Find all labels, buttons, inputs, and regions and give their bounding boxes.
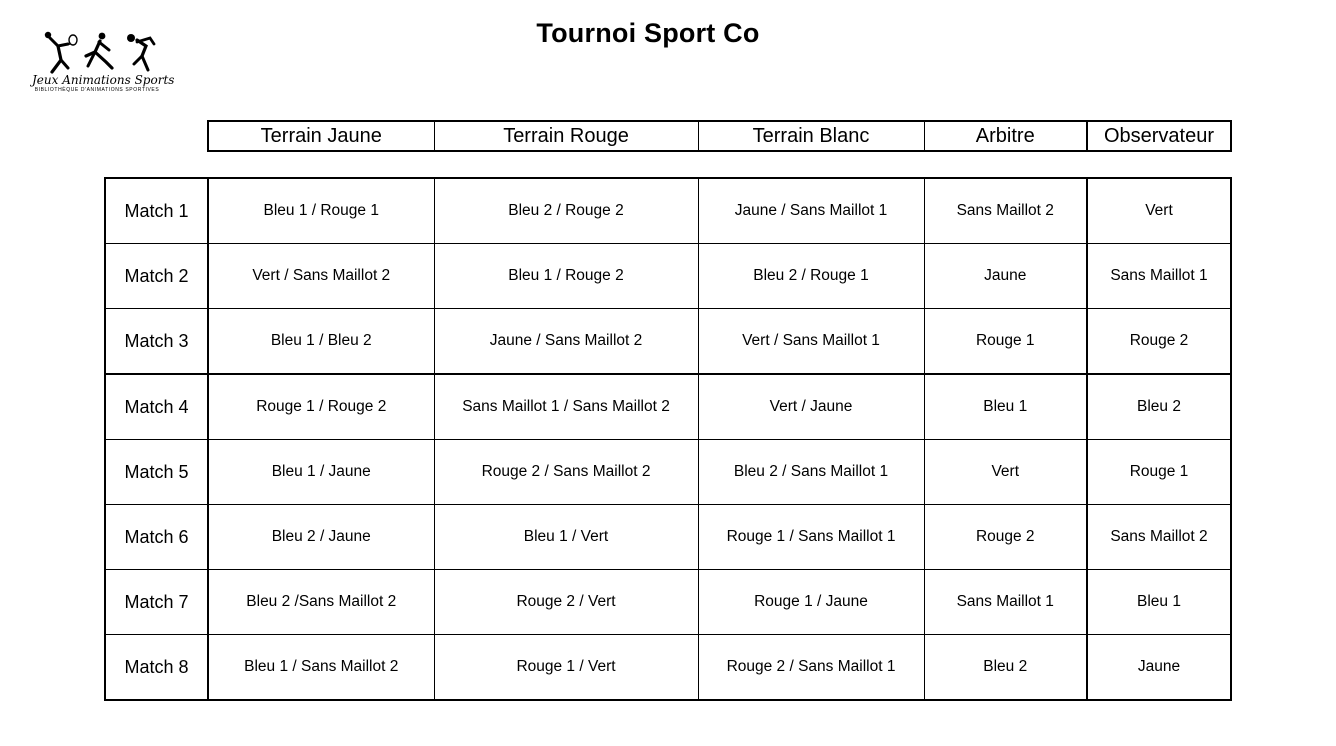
table-cell: Jaune <box>1087 635 1231 701</box>
table-cell: Sans Maillot 1 <box>924 570 1087 635</box>
column-header: Terrain Jaune <box>208 121 434 151</box>
logo-name: Jeux Animations Sports <box>32 73 175 87</box>
table-cell: Bleu 2 / Jaune <box>208 505 434 570</box>
schedule-table <box>104 177 1232 701</box>
table-row <box>105 374 1231 440</box>
match-label: Match 3 <box>105 309 208 375</box>
table-cell: Bleu 2 / Rouge 2 <box>434 178 698 244</box>
table-cell: Rouge 2 / Vert <box>434 570 698 635</box>
table-cell: Bleu 1 / Rouge 2 <box>434 244 698 309</box>
table-cell: Rouge 2 <box>1087 309 1231 375</box>
table-cell: Rouge 1 / Vert <box>434 635 698 701</box>
column-header: Terrain Rouge <box>434 121 698 151</box>
table-row <box>105 178 1231 244</box>
table-cell: Bleu 2 /Sans Maillot 2 <box>208 570 434 635</box>
match-label: Match 8 <box>105 635 208 701</box>
table-cell: Rouge 2 <box>924 505 1087 570</box>
table-row <box>105 505 1231 570</box>
table-cell: Rouge 2 / Sans Maillot 1 <box>698 635 924 701</box>
table-cell: Rouge 2 / Sans Maillot 2 <box>434 440 698 505</box>
match-label: Match 4 <box>105 374 208 440</box>
table-cell: Sans Maillot 1 <box>1087 244 1231 309</box>
table-cell: Jaune <box>924 244 1087 309</box>
table-cell: Bleu 1 / Jaune <box>208 440 434 505</box>
table-row <box>105 309 1231 375</box>
logo-tagline: BIBLIOTHÈQUE D'ANIMATIONS SPORTIVES <box>34 87 160 93</box>
table-row <box>105 570 1231 635</box>
column-header-row <box>208 121 1231 151</box>
table-cell: Vert <box>924 440 1087 505</box>
table-cell: Vert / Sans Maillot 1 <box>698 309 924 375</box>
column-header: Observateur <box>1087 121 1231 151</box>
table-cell: Bleu 1 <box>924 374 1087 440</box>
table-cell: Bleu 1 / Sans Maillot 2 <box>208 635 434 701</box>
table-cell: Vert / Jaune <box>698 374 924 440</box>
match-label: Match 5 <box>105 440 208 505</box>
table-cell: Rouge 1 / Sans Maillot 1 <box>698 505 924 570</box>
table-cell: Bleu 1 / Rouge 1 <box>208 178 434 244</box>
table-cell: Bleu 2 <box>924 635 1087 701</box>
table-cell: Rouge 1 / Jaune <box>698 570 924 635</box>
table-cell: Vert / Sans Maillot 2 <box>208 244 434 309</box>
table-row <box>105 440 1231 505</box>
table-cell: Sans Maillot 2 <box>1087 505 1231 570</box>
schedule-body <box>105 178 1231 700</box>
table-cell: Sans Maillot 1 / Sans Maillot 2 <box>434 374 698 440</box>
table-cell: Jaune / Sans Maillot 1 <box>698 178 924 244</box>
table-cell: Bleu 1 / Bleu 2 <box>208 309 434 375</box>
table-cell: Bleu 2 / Sans Maillot 1 <box>698 440 924 505</box>
match-label: Match 6 <box>105 505 208 570</box>
match-label: Match 1 <box>105 178 208 244</box>
column-header: Terrain Blanc <box>698 121 924 151</box>
column-header-table <box>207 120 1232 152</box>
table-cell: Bleu 2 / Rouge 1 <box>698 244 924 309</box>
table-cell: Rouge 1 / Rouge 2 <box>208 374 434 440</box>
table-cell: Rouge 1 <box>1087 440 1231 505</box>
table-cell: Jaune / Sans Maillot 2 <box>434 309 698 375</box>
table-cell: Bleu 2 <box>1087 374 1231 440</box>
match-label: Match 2 <box>105 244 208 309</box>
match-label: Match 7 <box>105 570 208 635</box>
column-header: Arbitre <box>924 121 1087 151</box>
table-row <box>105 244 1231 309</box>
table-row <box>105 635 1231 701</box>
page-title: Tournoi Sport Co <box>536 18 760 48</box>
table-cell: Vert <box>1087 178 1231 244</box>
table-cell: Bleu 1 <box>1087 570 1231 635</box>
table-cell: Rouge 1 <box>924 309 1087 375</box>
table-cell: Sans Maillot 2 <box>924 178 1087 244</box>
table-cell: Bleu 1 / Vert <box>434 505 698 570</box>
